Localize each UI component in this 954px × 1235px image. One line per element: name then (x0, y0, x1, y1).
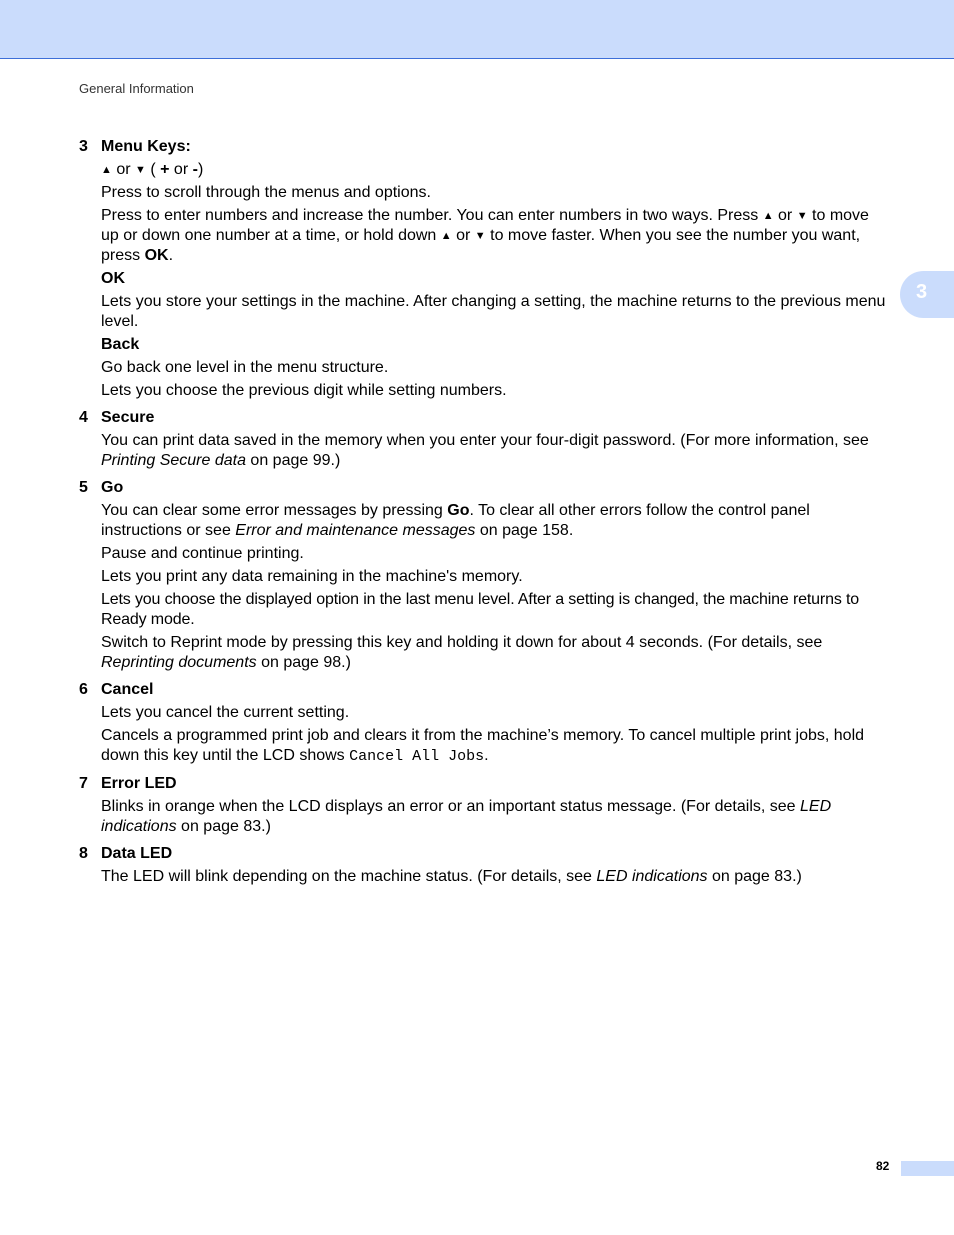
menu-keys-symbols: ▲ or ▼ ( + or -) (101, 161, 204, 178)
down-arrow-icon: ▼ (474, 230, 486, 242)
up-arrow-icon: ▲ (762, 210, 774, 222)
section-cancel-heading (79, 680, 891, 700)
section-title: Secure (101, 409, 155, 426)
error-led-description: Blinks in orange when the LCD displays an error or an important status message. (For details, see LED indications on page 83.) (101, 798, 832, 835)
cancel-description-1: Lets you cancel the current setting. (101, 704, 350, 721)
ok-subheading: OK (101, 270, 125, 287)
lcd-message: Cancel All Jobs (349, 748, 485, 765)
page-number: 82 (876, 1159, 890, 1173)
section-menu-keys-heading (79, 137, 891, 157)
page-content (79, 137, 891, 887)
section-title: Go (101, 479, 124, 496)
chapter-number: 3 (916, 281, 928, 303)
cross-reference-link[interactable]: Printing Secure data (101, 452, 246, 469)
section-number: 4 (79, 409, 88, 426)
menu-keys-scroll-text: Press to scroll through the menus and options. (101, 184, 431, 201)
chapter-tab[interactable] (900, 271, 954, 318)
section-title: Menu Keys: (101, 138, 191, 155)
section-error-led-heading (79, 774, 891, 794)
section-secure-heading (79, 408, 891, 428)
up-arrow-icon: ▲ (101, 164, 112, 176)
section-number: 5 (79, 479, 88, 496)
cross-reference-link[interactable]: LED indications (101, 798, 832, 835)
section-data-led-heading (79, 844, 891, 864)
go-description-4: Lets you choose the displayed option in the last menu level. After a setting is changed, the machine returns to Ready mode. (101, 591, 860, 628)
running-header: General Information (79, 81, 194, 96)
section-number: 8 (79, 845, 88, 862)
down-arrow-icon: ▼ (796, 210, 808, 222)
up-arrow-icon: ▲ (440, 230, 452, 242)
back-description-1: Go back one level in the menu structure. (101, 359, 389, 376)
go-description-1: You can clear some error messages by pressing Go. To clear all other errors follow the control panel instructions or see Error and maintenance messages on page 158. (101, 502, 810, 539)
back-description-2: Lets you choose the previous digit while setting numbers. (101, 382, 507, 399)
cross-reference-link[interactable]: Reprinting documents (101, 654, 257, 671)
section-number: 3 (79, 138, 88, 155)
plus-symbol: + (160, 161, 170, 178)
section-title: Error LED (101, 775, 177, 792)
page-number-bar (901, 1161, 954, 1176)
go-description-5: Switch to Reprint mode by pressing this key and holding it down for about 4 seconds. (For details, see Reprinting documents on page 98.) (101, 634, 823, 671)
header-band (0, 0, 954, 59)
go-description-3: Lets you print any data remaining in the machine's memory. (101, 568, 523, 585)
secure-description: You can print data saved in the memory when you enter your four-digit password. (For more information, see Printing Secure data on page 99.) (101, 432, 869, 469)
section-number: 7 (79, 775, 88, 792)
go-description-2: Pause and continue printing. (101, 545, 304, 562)
cross-reference-link[interactable]: Error and maintenance messages (235, 522, 476, 539)
back-subheading: Back (101, 336, 140, 353)
cancel-description-2: Cancels a programmed print job and clears it from the machine’s memory. To cancel multiple print jobs, hold down this key until the LCD shows Cancel All Jobs. (101, 727, 865, 765)
menu-keys-number-text: Press to enter numbers and increase the number. You can enter numbers in two ways. Press ▲ or ▼ to move up or down one number at a time, or hold down ▲ or ▼ to move faster. When you see the number you want, press OK. (101, 207, 869, 264)
down-arrow-icon: ▼ (135, 164, 146, 176)
ok-description: Lets you store your settings in the machine. After changing a setting, the machine returns to the previous menu level. (101, 293, 886, 330)
data-led-description: The LED will blink depending on the machine status. (For details, see LED indications on page 83.) (101, 868, 802, 885)
cross-reference-link[interactable]: LED indications (596, 868, 708, 885)
section-go-heading (79, 478, 891, 498)
minus-symbol: - (192, 161, 198, 178)
section-number: 6 (79, 681, 88, 698)
section-title: Data LED (101, 845, 173, 862)
section-title: Cancel (101, 681, 154, 698)
